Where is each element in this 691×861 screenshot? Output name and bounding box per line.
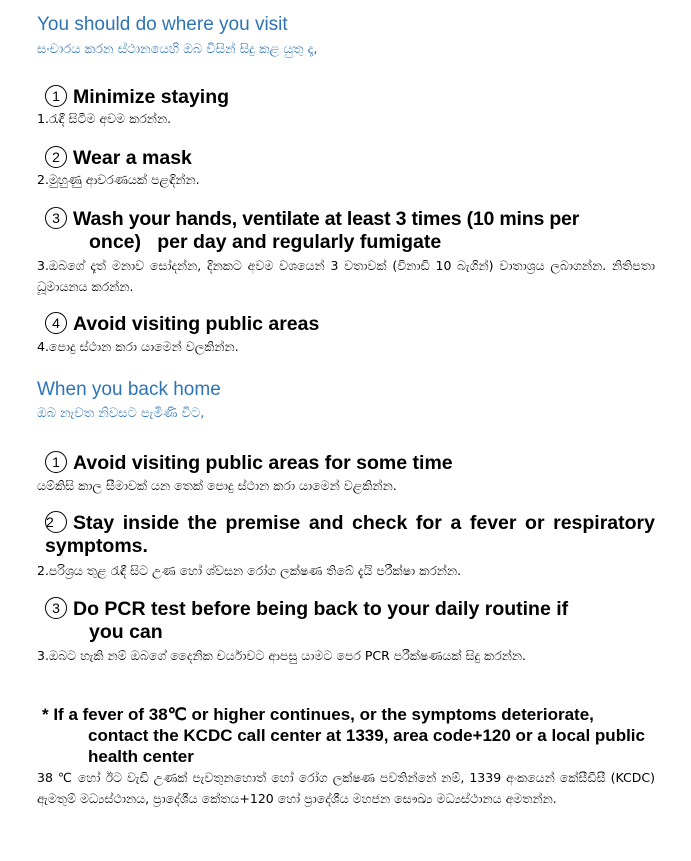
fever-note-desc: 38 ℃ හෝ ඊට වැඩි උණක් පැවතුනහොත් හෝ රෝග ලක්ෂණ පවතින්නේ නම්, 1339 අංකයෙන් කේසීඩීසී (KCDC) ඇමතුම් මධ්‍යස්ථානය, ප්‍රාදේශීය කේතය+120 හෝ ප්‍රාදේශීය මහජන සෞඛ්‍ය මධ්‍යස්ථානය අමතන්න. <box>37 770 655 806</box>
fever-note-title: * If a fever of 38℃ or higher continues, or the symptoms deteriorate, <box>42 705 594 724</box>
visit-item-4-title: Avoid visiting public areas <box>73 313 320 335</box>
circled-number-icon: 4 <box>45 312 67 334</box>
visit-item-4 <box>45 312 657 336</box>
visit-item-1-desc: 1.රැඳී සිටීම අවම කරන්න. <box>37 111 172 126</box>
circled-number-icon: 2 <box>45 511 67 533</box>
home-item-3-desc: 3.ඔබට හැකි නම් ඔබගේ දෛනික චර්යාවට ආපසු යාමට පෙර PCR පරීක්ෂණයක් සිදු කරන්න. <box>37 648 527 663</box>
visit-section-title: You should do where you visit <box>37 14 288 35</box>
circled-number-icon: 3 <box>45 597 67 619</box>
visit-item-2-title: Wear a mask <box>73 147 192 169</box>
circled-number-icon: 2 <box>45 146 67 168</box>
home-section-title: When you back home <box>37 379 221 400</box>
fever-note <box>42 704 656 767</box>
visit-item-2 <box>45 146 657 170</box>
visit-item-3-title-cont: once) per day and regularly fumigate <box>89 231 442 253</box>
home-item-3-title-cont: you can <box>89 621 163 643</box>
visit-item-3-title: Wash your hands, ventilate at least 3 times (10 mins per <box>73 208 580 230</box>
home-item-1-desc: යම්කිසි කාල සීමාවක් යන තෙක් පොදු ස්ථාන කරා යාමෙන් වළකින්න. <box>37 478 397 493</box>
home-item-2 <box>45 511 655 558</box>
home-section-subtitle: ඔබ නැවත නිවසට පැමිණි විට, <box>37 406 205 421</box>
visit-item-1 <box>45 85 657 109</box>
circled-number-icon: 1 <box>45 451 67 473</box>
visit-item-3 <box>45 207 657 254</box>
circled-number-icon: 3 <box>45 207 67 229</box>
home-item-1-title: Avoid visiting public areas for some time <box>73 452 453 474</box>
visit-item-3-desc: 3.ඔබගේ දෑත් මනාව සෝදන්න, දිනකට අවම වශයෙන් 3 වතාවක් (විනාඩි 10 බැගින්) වාතාශ්‍රය ලබාගන්න. නිතිපතා ධූමායනය කරන්න. <box>37 258 655 294</box>
home-item-2-title: Stay inside the premise and check for a fever or respiratory symptoms. <box>45 512 655 557</box>
visit-section-subtitle: සංචාරය කරන ස්ථානයෙහි ඔබ විසින් සිදු කළ යුතු දෑ, <box>37 42 318 57</box>
home-item-3-title: Do PCR test before being back to your daily routine if <box>73 598 569 620</box>
circled-number-icon: 1 <box>45 85 67 107</box>
visit-item-2-desc: 2.මුහුණු ආවරණයක් පළඳින්න. <box>37 172 200 187</box>
home-item-3 <box>45 597 657 644</box>
fever-note-title-cont: contact the KCDC call center at 1339, area code+120 or a local public health center <box>88 726 645 766</box>
visit-item-4-desc: 4.පොදු ස්ථාන කරා යාමෙන් වලකින්න. <box>37 339 239 354</box>
home-item-1 <box>45 451 657 475</box>
visit-item-1-title: Minimize staying <box>73 86 230 108</box>
home-item-2-desc: 2.පරිශ්‍රය තුළ රැඳී සිට උණ හෝ ශ්වසන රෝග ලක්ෂණ තිබේ දැයි පරීක්ෂා කරන්න. <box>37 563 462 578</box>
